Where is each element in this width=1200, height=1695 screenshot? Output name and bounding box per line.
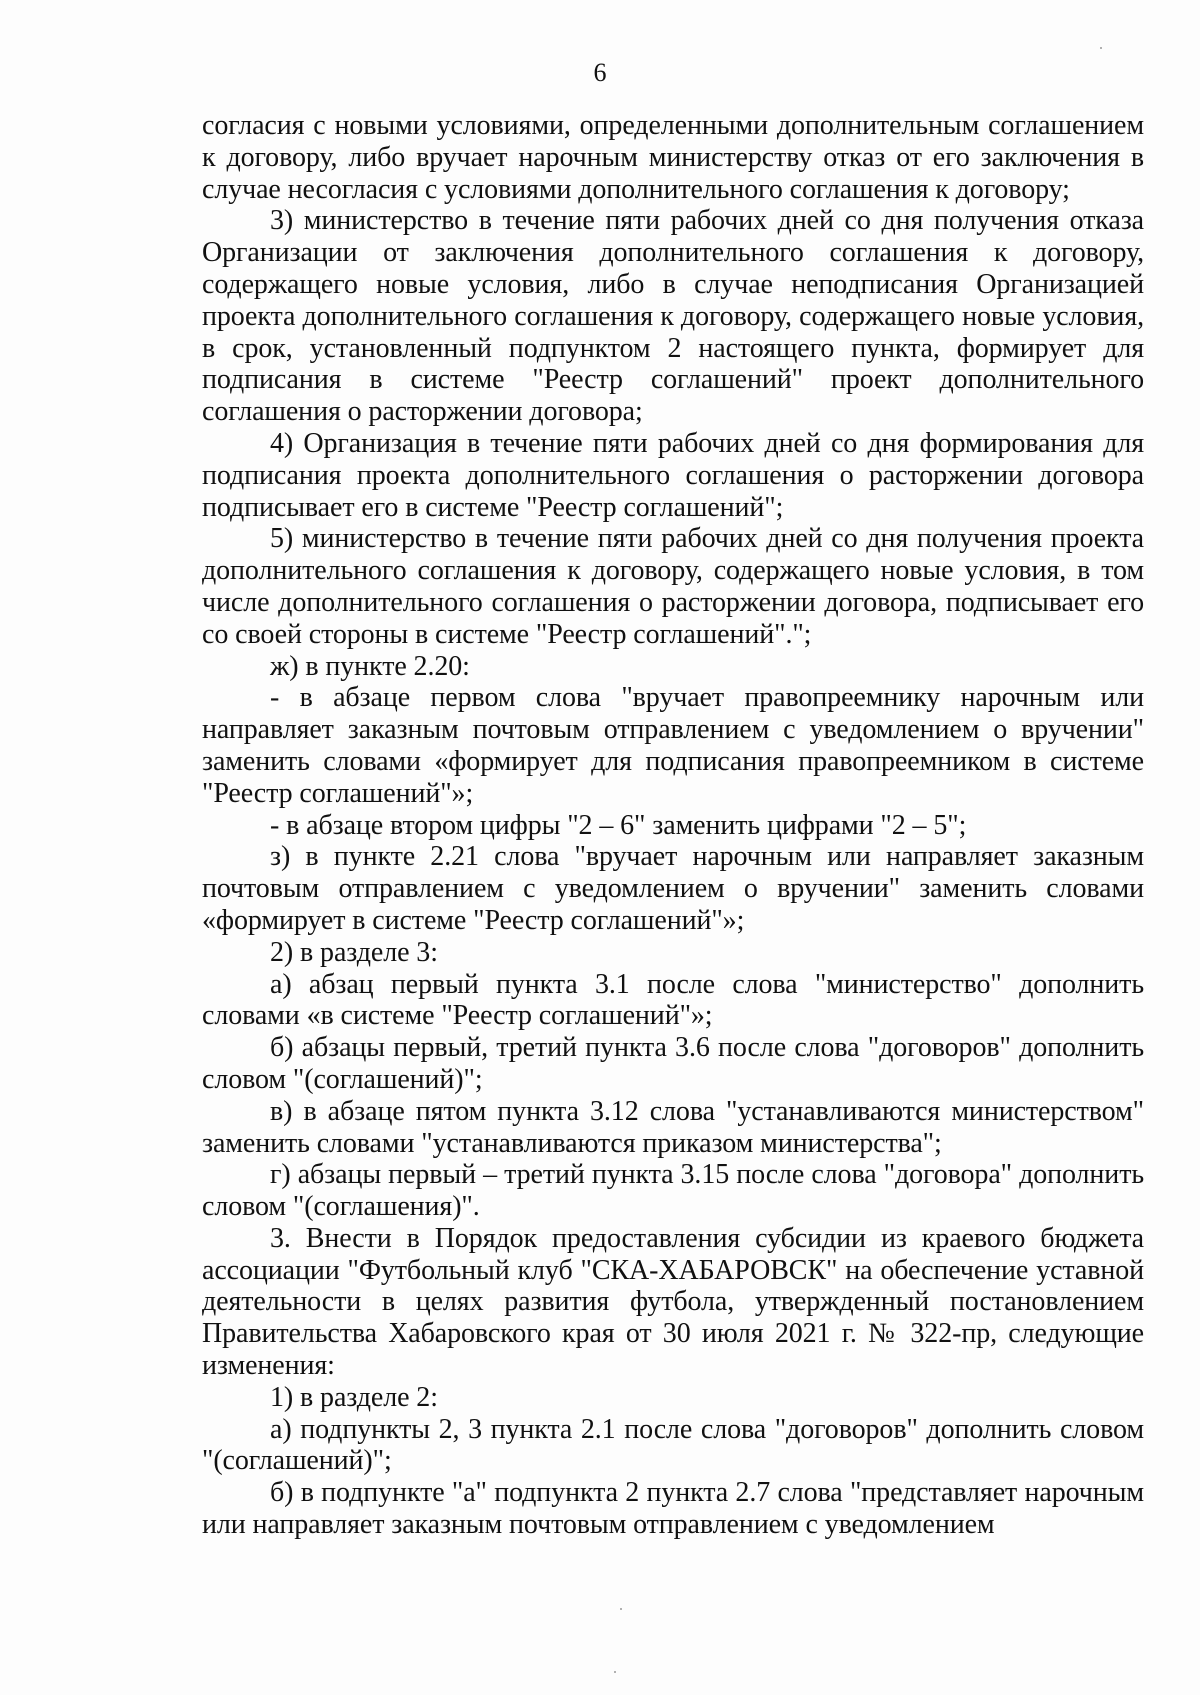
page-number: 6 [593, 58, 607, 87]
paragraph-item-4: 4) Организация в течение пяти рабочих дней со дня формирования для подписания проекта дополнительного соглашения о расторжении договора подписывает его в системе "Реестр соглашений"; [202, 427, 1144, 523]
paragraph-subitem-a: а) абзац первый пункта 3.1 после слова "министерство" дополнить словами «в системе "Реестр соглашений"»; [202, 968, 1144, 1032]
paragraph-subitem-v: в) в абзаце пятом пункта 3.12 слова "устанавливаются министерством" заменить словами "устанавливаются приказом министерства"; [202, 1095, 1144, 1159]
paragraph-subitem-a-2: а) подпункты 2, 3 пункта 2.1 после слова "договоров" дополнить словом "(соглашений)"; [202, 1413, 1144, 1477]
paragraph-continuation: согласия с новыми условиями, определенными дополнительным соглашением к договору, либо вручает нарочным министерству отказ от его заключения в случае несогласия с условиями дополнительного соглашения к договору; [202, 110, 1144, 205]
paragraph-dash-second: - в абзаце втором цифры "2 – 6" заменить цифрами "2 – 5"; [270, 809, 967, 841]
paragraph-section-2-heading: 1) в разделе 2: [270, 1381, 438, 1413]
paragraph-point-3: 3. Внести в Порядок предоставления субсидии из краевого бюджета ассоциации "Футбольный клуб "СКА-ХАБАРОВСК" на обеспечение уставной деятельности в целях развития футбола, утвержденный постановлением Правительства Хабаровского края от 30 июля 2021 г. № 322-пр, следующие изменения: [202, 1222, 1144, 1382]
paragraph-item-3: 3) министерство в течение пяти рабочих дней со дня получения отказа Организации от заключения дополнительного соглашения к договору, содержащего новые условия, либо в случае неподписания Организацией проекта дополнительного соглашения к договору, содержащего новые условия, в срок, установленный подпунктом 2 настоящего пункта, формирует для подписания в системе "Реестр соглашений" проект дополнительного соглашения о расторжении договора; [202, 205, 1144, 428]
document-body [202, 110, 1144, 1541]
paragraph-item-5: 5) министерство в течение пяти рабочих дней со дня получения проекта дополнительного соглашения к договору, содержащего новые условия, в том числе дополнительного соглашения о расторжении договора, подписывает его со своей стороны в системе "Реестр соглашений"."; [202, 523, 1144, 650]
paragraph-section-3-heading: 2) в разделе 3: [270, 936, 438, 968]
scan-speck [1100, 47, 1102, 49]
paragraph-subitem-zh: ж) в пункте 2.20: [270, 650, 470, 682]
paragraph-subitem-b: б) абзацы первый, третий пункта 3.6 после слова "договоров" дополнить словом "(соглашений)"; [202, 1032, 1144, 1095]
paragraph-subitem-b-2: б) в подпункте "а" подпункта 2 пункта 2.7 слова "представляет нарочным или направляет заказным почтовым отправлением с уведомлением [202, 1477, 1144, 1541]
paragraph-subitem-z: з) в пункте 2.21 слова "вручает нарочным или направляет заказным почтовым отправлением с уведомлением о вручении" заменить словами «формирует в системе "Реестр соглашений"»; [202, 841, 1144, 936]
paragraph-dash-first: - в абзаце первом слова "вручает правопреемнику нарочным или направляет заказным почтовым отправлением с уведомлением о вручении" заменить словами «формирует для подписания правопреемником в системе "Реестр соглашений"»; [202, 682, 1144, 809]
paragraph-subitem-g: г) абзацы первый – третий пункта 3.15 после слова "договора" дополнить словом "(соглашения)". [202, 1159, 1144, 1223]
scan-speck [620, 1608, 622, 1610]
scan-speck [614, 1671, 616, 1673]
